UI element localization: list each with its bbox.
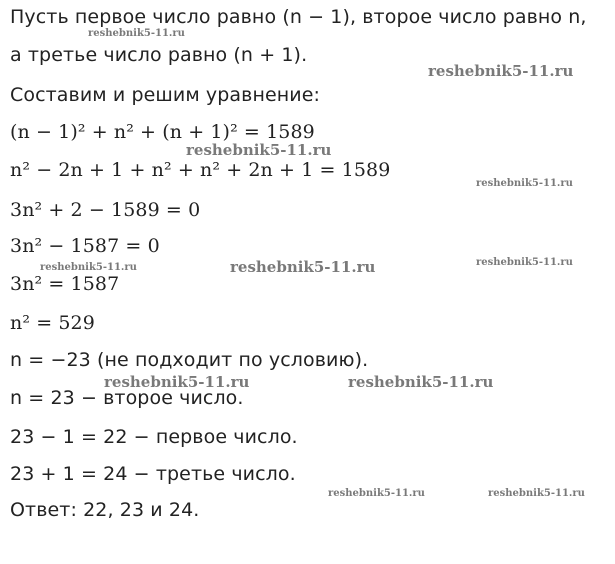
text-line-6: 23 − 1 = 22 − первое число.: [10, 426, 298, 448]
text-line-3: Составим и решим уравнение:: [10, 84, 321, 106]
text-line-7: 23 + 1 = 24 − третье число.: [10, 463, 296, 485]
watermark: reshebnik5-11.ru: [476, 257, 573, 268]
watermark: reshebnik5-11.ru: [488, 488, 585, 499]
text-line-1: Пусть первое число равно (n − 1), второе число равно n,: [10, 6, 587, 28]
text-line-2: а третье число равно (n + 1).: [10, 44, 308, 66]
watermark: reshebnik5-11.ru: [476, 178, 573, 189]
watermark: reshebnik5-11.ru: [328, 488, 425, 499]
watermark: reshebnik5-11.ru: [104, 373, 250, 391]
watermark: reshebnik5-11.ru: [88, 28, 185, 39]
equation-line-3: 3n² + 2 − 1589 = 0: [10, 199, 201, 221]
text-line-4: n = −23 (не подходит по условию).: [10, 349, 369, 371]
equation-line-1: (n − 1)² + n² + (n + 1)² = 1589: [10, 121, 315, 143]
equation-line-5: 3n² = 1587: [10, 273, 120, 295]
answer-line: Ответ: 22, 23 и 24.: [10, 499, 200, 521]
equation-line-4: 3n² − 1587 = 0: [10, 235, 160, 257]
equation-line-6: n² = 529: [10, 312, 95, 334]
watermark: reshebnik5-11.ru: [230, 258, 376, 276]
watermark: reshebnik5-11.ru: [348, 373, 494, 391]
watermark: reshebnik5-11.ru: [428, 62, 574, 80]
watermark: reshebnik5-11.ru: [40, 262, 137, 273]
text-line-5: n = 23 − второе число.: [10, 387, 244, 409]
equation-line-2: n² − 2n + 1 + n² + n² + 2n + 1 = 1589: [10, 159, 391, 181]
watermark: reshebnik5-11.ru: [186, 141, 332, 159]
